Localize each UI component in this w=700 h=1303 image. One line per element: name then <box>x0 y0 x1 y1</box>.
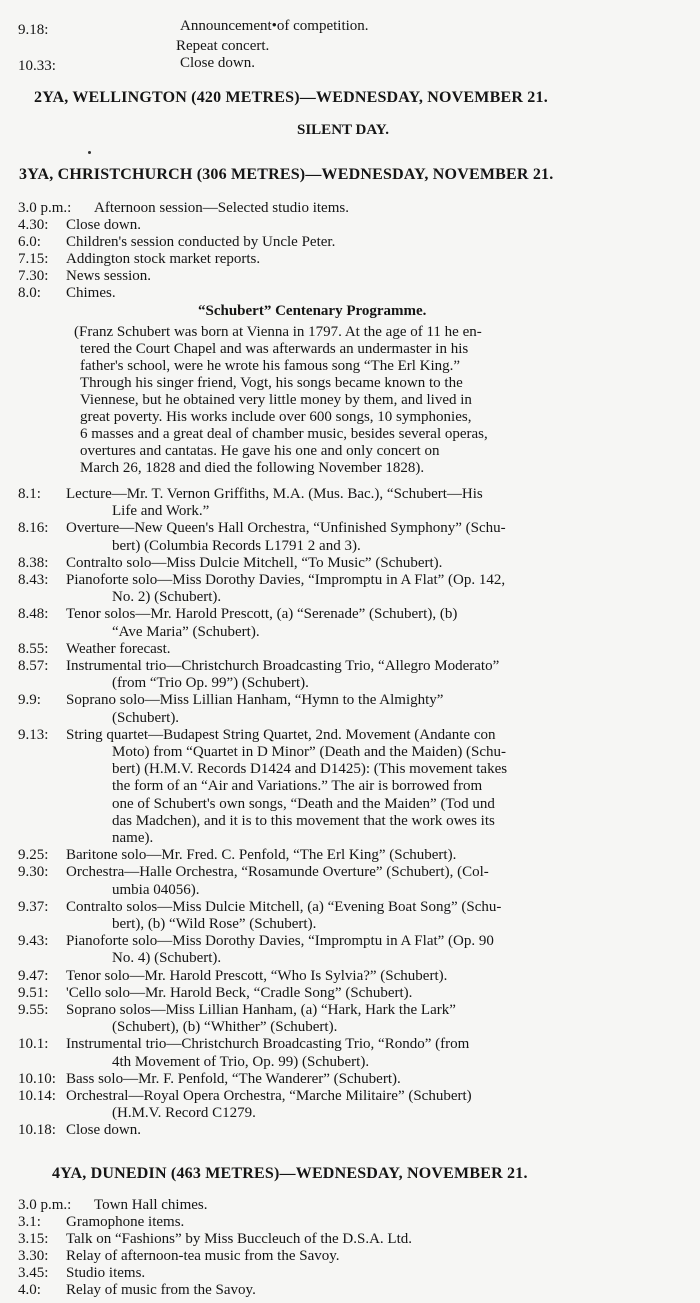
schedule-time: 3.0 p.m.: <box>18 1197 72 1213</box>
programme-entry-line: das Madchen), and it is to this movement that the work owes its <box>112 812 495 829</box>
schedule-entry: Talk on “Fashions” by Miss Buccleuch of the D.S.A. Ltd. <box>66 1231 412 1247</box>
programme-entry-line: Soprano solos—Miss Lillian Hanham, (a) “Hark, Hark the Lark” <box>66 1002 456 1018</box>
schedule-entry: Repeat concert. <box>176 38 270 54</box>
programme-entry-line: Pianoforte solo—Miss Dorothy Davies, “Impromptu in A Flat” (Op. 142, <box>66 572 506 588</box>
programme-entry-line: “Ave Maria” (Schubert). <box>112 623 260 640</box>
biography-line: March 26, 1828 and died the following November 1828). <box>80 460 425 476</box>
station-heading-dunedin: 4YA, DUNEDIN (463 METRES)—WEDNESDAY, NOVEMBER 21. <box>52 1165 528 1182</box>
programme-entry-line: Lecture—Mr. T. Vernon Griffiths, M.A. (Mus. Bac.), “Schubert—His <box>66 486 483 502</box>
programme-time: 10.14: <box>18 1088 56 1104</box>
programme-entry-line: (H.M.V. Record C1279. <box>112 1105 256 1122</box>
schedule-entry: Town Hall chimes. <box>94 1197 208 1213</box>
programme-entry-line: No. 4) (Schubert). <box>112 950 222 967</box>
biography-line: overtures and cantatas. He gave his one and only concert on <box>80 443 440 459</box>
station-heading-christchurch: 3YA, CHRISTCHURCH (306 METRES)—WEDNESDAY, NOVEMBER 21. <box>19 166 554 183</box>
schedule-time: 3.1: <box>18 1214 41 1230</box>
programme-time: 8.55: <box>18 640 49 657</box>
programme-time: 9.51: <box>18 984 49 1001</box>
schedule-time: 3.15: <box>18 1231 49 1247</box>
programme-time: 8.57: <box>18 658 49 674</box>
schedule-entry: Children's session conducted by Uncle Peter. <box>66 234 336 250</box>
programme-time: 9.25: <box>18 847 49 864</box>
schedule-time: 4.30: <box>18 217 49 233</box>
programme-time: 8.43: <box>18 572 49 588</box>
programme-entry-line: the form of an “Air and Variations.” The air is borrowed from <box>112 778 483 795</box>
biography-line: father's school, were he wrote his famous song “The Erl King.” <box>80 358 461 374</box>
programme-entry-line: 'Cello solo—Mr. Harold Beck, “Cradle Song” (Schubert). <box>66 984 413 1001</box>
programme-time: 9.30: <box>18 864 49 881</box>
programme-time: 9.47: <box>18 967 49 984</box>
print-speck <box>88 151 91 154</box>
schedule-time: 6.0: <box>18 234 41 250</box>
programme-entry-line: 4th Movement of Trio, Op. 99) (Schubert). <box>112 1053 370 1070</box>
programme-entry-line: Bass solo—Mr. F. Penfold, “The Wanderer” (Schubert). <box>66 1070 401 1087</box>
programme-entry-line: Weather forecast. <box>66 640 171 657</box>
biography-line: tered the Court Chapel and was afterwards an undermaster in his <box>80 341 469 357</box>
schedule-entry: Close down. <box>180 55 255 71</box>
programme-time: 9.9: <box>18 692 41 709</box>
programme-entry-line: No. 2) (Schubert). <box>112 589 222 606</box>
programme-entry-line: bert) (Columbia Records L1791 2 and 3). <box>112 537 361 554</box>
programme-time: 8.1: <box>18 486 41 502</box>
schedule-entry: Gramophone items. <box>66 1214 185 1230</box>
programme-entry-line: (Schubert). <box>112 709 180 726</box>
programme-time: 9.43: <box>18 933 49 950</box>
schedule-entry: Addington stock market reports. <box>66 251 261 267</box>
schedule-time: 7.15: <box>18 251 49 267</box>
programme-entry-line: umbia 04056). <box>112 881 200 898</box>
programme-time: 8.16: <box>18 520 49 537</box>
schedule-time: 10.33: <box>18 58 56 74</box>
programme-entry-line: Orchestral—Royal Opera Orchestra, “Marche Militaire” (Schubert) <box>66 1088 472 1104</box>
schedule-time: 3.30: <box>18 1248 49 1264</box>
schedule-time: 8.0: <box>18 285 41 301</box>
programme-entry-line: Moto) from “Quartet in D Minor” (Death and the Maiden) (Schu- <box>112 744 507 760</box>
biography-line: Through his singer friend, Vogt, his songs became known to the <box>80 375 463 391</box>
programme-entry-line: String quartet—Budapest String Quartet, 2nd. Movement (Andante con <box>66 726 496 743</box>
schedule-time: 3.0 p.m.: <box>18 200 72 216</box>
programme-entry-line: Contralto solos—Miss Dulcie Mitchell, (a) “Evening Boat Song” (Schu- <box>66 898 502 915</box>
programme-entry-line: Instrumental trio—Christchurch Broadcasting Trio, “Rondo” (from <box>66 1036 470 1053</box>
schedule-entry: Afternoon session—Selected studio items. <box>94 200 349 216</box>
schedule-entry: Relay of music from the Savoy. <box>66 1282 256 1298</box>
biography-line: 6 masses and a great deal of chamber music, besides several operas, <box>80 426 488 442</box>
programme-entry-line: one of Schubert's own songs, “Death and the Maiden” (Tod und <box>112 795 495 812</box>
programme-time: 9.13: <box>18 726 49 743</box>
programme-entry-line: bert), (b) “Wild Rose” (Schubert). <box>112 916 317 932</box>
programme-time: 10.1: <box>18 1036 49 1053</box>
biography-line: great poverty. His works include over 600 songs, 10 symphonies, <box>80 409 472 425</box>
programme-entry-line: Tenor solo—Mr. Harold Prescott, “Who Is Sylvia?” (Schubert). <box>66 967 448 984</box>
programme-entry-line: Pianoforte solo—Miss Dorothy Davies, “Impromptu in A Flat” (Op. 90 <box>66 933 494 950</box>
schedule-entry: Close down. <box>66 217 141 233</box>
programme-time: 10.10: <box>18 1070 56 1087</box>
schedule-entry: Studio items. <box>66 1265 146 1281</box>
programme-entry-line: Overture—New Queen's Hall Orchestra, “Unfinished Symphony” (Schu- <box>66 520 506 537</box>
schedule-entry: Chimes. <box>66 285 116 301</box>
biography-line: Viennese, but he obtained very little money by them, and lived in <box>80 392 472 408</box>
programme-entry-line: (from “Trio Op. 99”) (Schubert). <box>112 675 309 692</box>
schedule-time: 4.0: <box>18 1282 41 1298</box>
schedule-entry: Announcement•of competition. <box>180 18 369 34</box>
programme-entry-line: name). <box>112 830 154 846</box>
programme-entry-line: Instrumental trio—Christchurch Broadcasting Trio, “Allegro Moderato” <box>66 658 500 674</box>
schedule-entry: Relay of afternoon-tea music from the Savoy. <box>66 1248 340 1264</box>
programme-entry-line: Close down. <box>66 1122 141 1139</box>
programme-entry-line: Life and Work.” <box>112 503 210 520</box>
programme-time: 9.37: <box>18 898 49 915</box>
biography-line: (Franz Schubert was born at Vienna in 1797. At the age of 11 he en- <box>74 324 482 340</box>
schedule-time: 7.30: <box>18 268 49 284</box>
programme-time: 9.55: <box>18 1002 49 1018</box>
programme-time: 8.48: <box>18 606 49 623</box>
programme-entry-line: Contralto solo—Miss Dulcie Mitchell, “To Music” (Schubert). <box>66 554 443 571</box>
schedule-entry: News session. <box>66 268 151 284</box>
schedule-time: 9.18: <box>18 22 49 38</box>
programme-title: “Schubert” Centenary Programme. <box>198 303 427 319</box>
programme-entry-line: bert) (H.M.V. Records D1424 and D1425): (This movement takes <box>112 761 508 778</box>
programme-entry-line: Baritone solo—Mr. Fred. C. Penfold, “The Erl King” (Schubert). <box>66 847 457 864</box>
schedule-time: 3.45: <box>18 1265 49 1281</box>
programme-entry-line: (Schubert), (b) “Whither” (Schubert). <box>112 1019 338 1036</box>
programme-time: 8.38: <box>18 554 49 571</box>
programme-time: 10.18: <box>18 1122 56 1139</box>
schubert-biography <box>74 324 680 477</box>
programme-entry-line: Orchestra—Halle Orchestra, “Rosamunde Overture” (Schubert), (Col- <box>66 864 489 881</box>
programme-entry-line: Soprano solo—Miss Lillian Hanham, “Hymn to the Almighty” <box>66 692 444 709</box>
silent-day-note: SILENT DAY. <box>297 122 389 138</box>
programme-entry-line: Tenor solos—Mr. Harold Prescott, (a) “Serenade” (Schubert), (b) <box>66 606 458 623</box>
station-heading-wellington: 2YA, WELLINGTON (420 METRES)—WEDNESDAY, NOVEMBER 21. <box>34 89 548 106</box>
